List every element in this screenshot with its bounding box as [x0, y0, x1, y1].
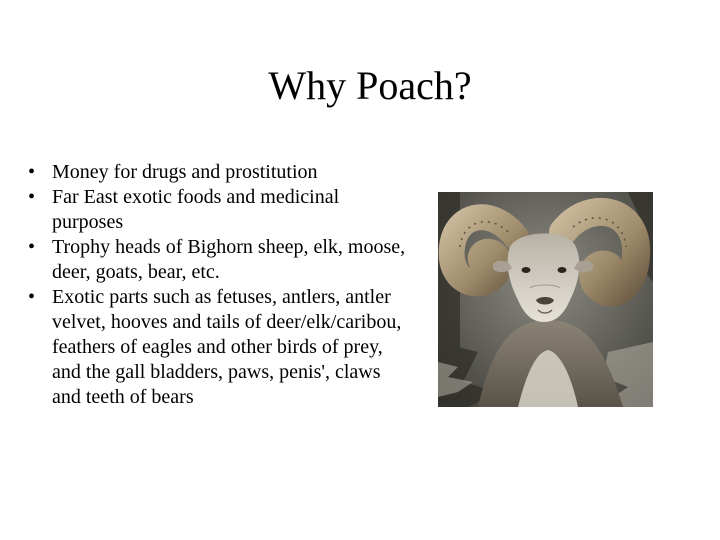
bullet-item: [28, 160, 408, 185]
bullet-text: Money for drugs and prostitution: [52, 161, 318, 183]
bullet-item: [28, 235, 408, 285]
bullet-text: Far East exotic foods and medicinal purposes: [52, 186, 340, 233]
bullet-icon: •: [28, 161, 36, 183]
bullet-item: [28, 185, 408, 235]
bullet-icon: •: [28, 236, 36, 258]
bullet-icon: •: [28, 286, 36, 308]
bullet-text: Exotic parts such as fetuses, antlers, antler velvet, hooves and tails of deer/elk/caribou, feathers of eagles and other birds of prey, and the gall bladders, paws, penis', claws and teeth of bears: [52, 286, 402, 408]
bullet-icon: •: [28, 186, 36, 208]
slide-title: Why Poach?: [268, 63, 472, 108]
bullet-item: [28, 285, 408, 410]
left-horn: [452, 217, 516, 283]
bullet-text: Trophy heads of Bighorn sheep, elk, moose, deer, goats, bear, etc.: [52, 236, 406, 283]
bullet-list: [28, 160, 408, 410]
bighorn-ram-photo: [438, 192, 653, 407]
